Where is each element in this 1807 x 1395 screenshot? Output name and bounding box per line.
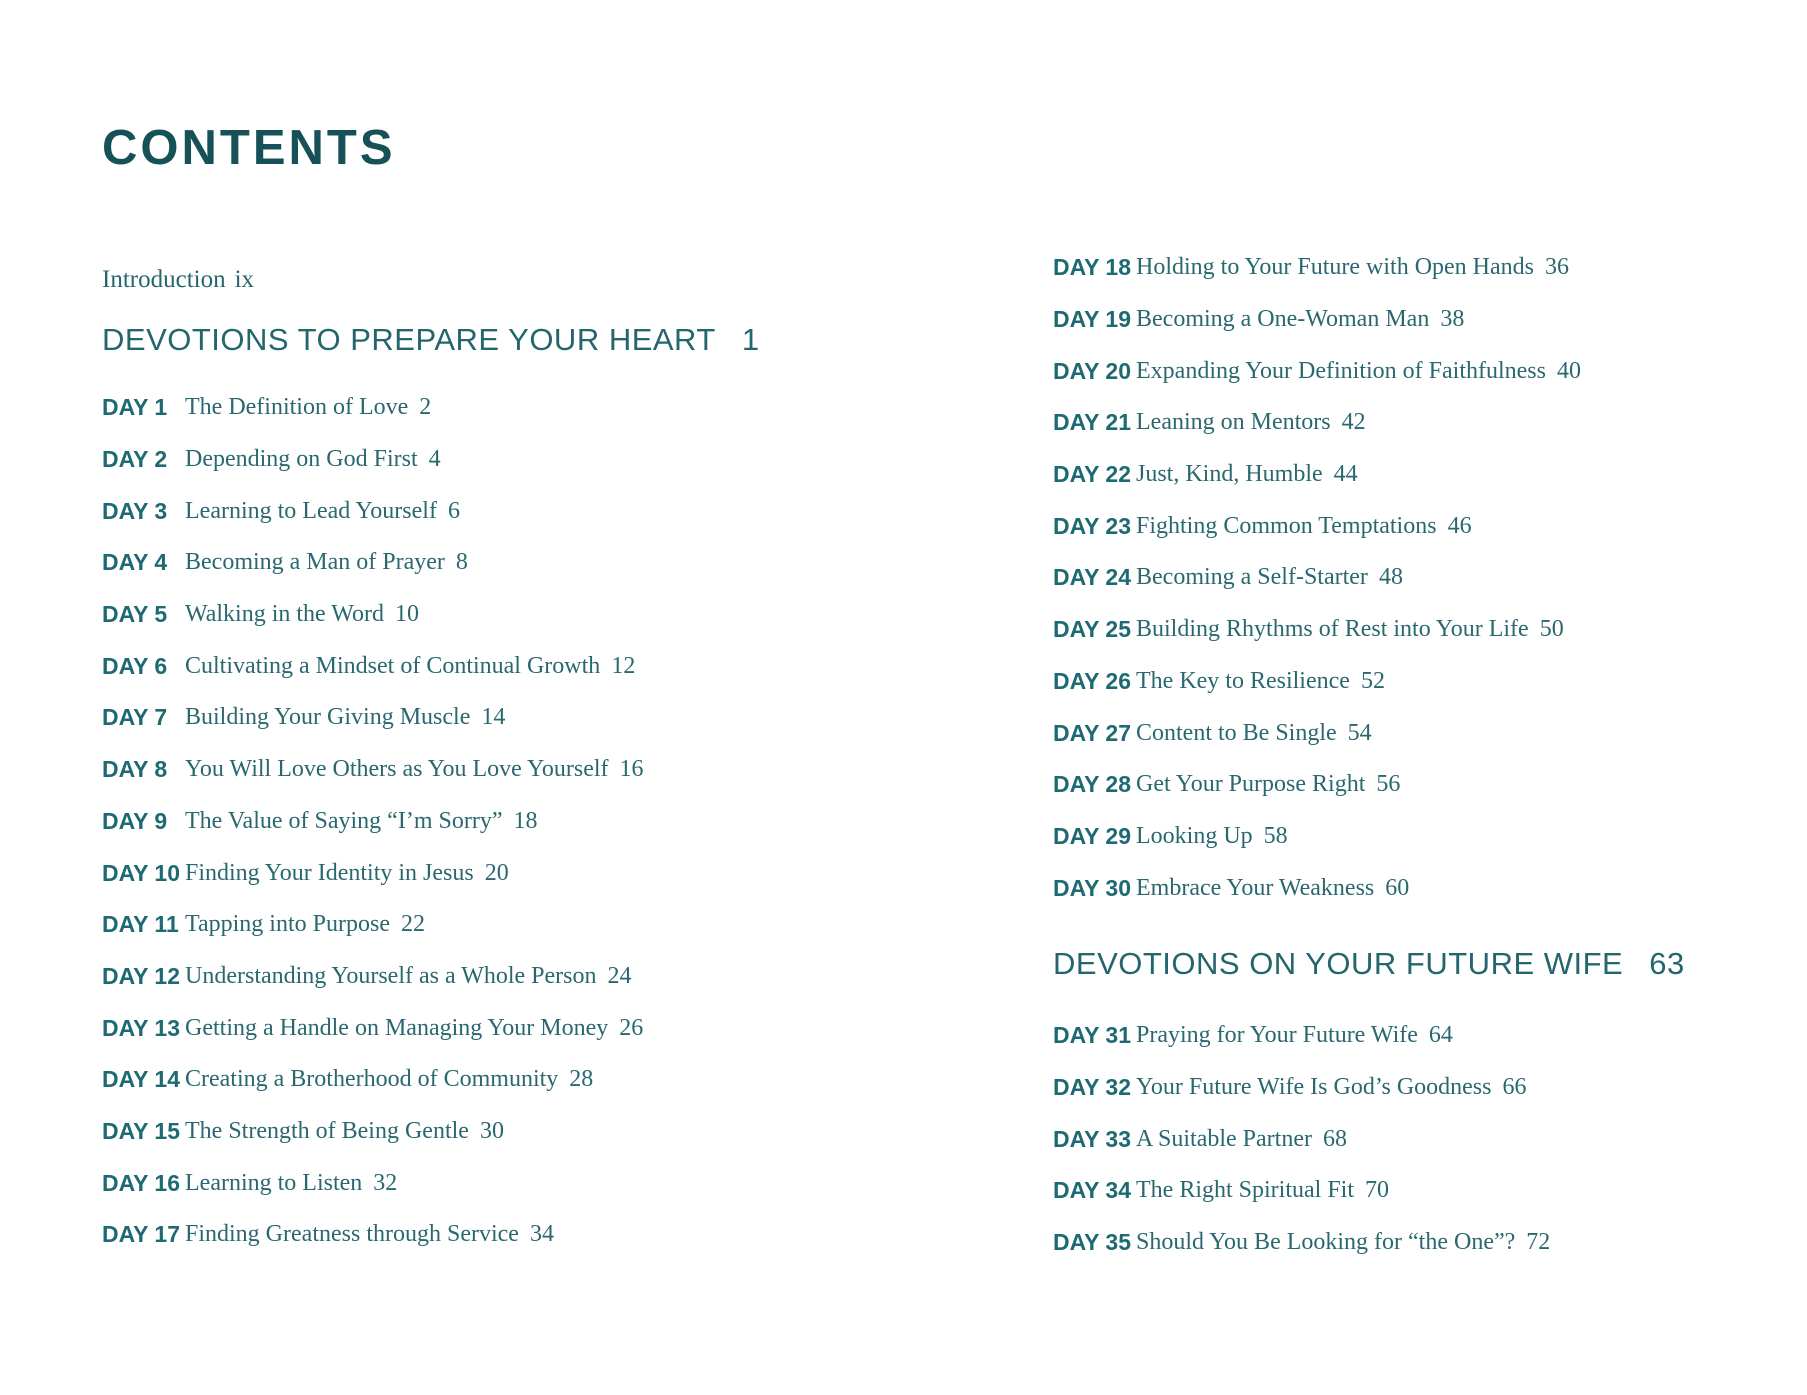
- toc-entry-day: DAY 16: [102, 1169, 181, 1196]
- toc-entry[interactable]: [1053, 759, 1773, 811]
- toc-entry[interactable]: [1053, 294, 1773, 346]
- toc-entry-page: 32: [373, 1169, 398, 1196]
- toc-entry-page: 28: [569, 1066, 594, 1093]
- toc-entry-title: The Right Spiritual Fit: [1136, 1177, 1355, 1204]
- toc-entry[interactable]: [1053, 345, 1773, 397]
- introduction-label: Introduction: [102, 266, 226, 293]
- section-heading-text: DEVOTIONS ON YOUR FUTURE WIFE: [1053, 945, 1624, 981]
- toc-entry[interactable]: [102, 1054, 962, 1106]
- toc-entry-page: 36: [1545, 254, 1570, 281]
- toc-entry-title: Should You Be Looking for “the One”?: [1136, 1229, 1516, 1256]
- toc-entry-title: The Key to Resilience: [1136, 667, 1350, 694]
- toc-entry-day: DAY 18: [1053, 254, 1132, 281]
- toc-entry-title: Just, Kind, Humble: [1136, 461, 1323, 488]
- toc-entry-title: Tapping into Purpose: [185, 911, 390, 938]
- toc-entry[interactable]: [102, 692, 962, 744]
- toc-entry[interactable]: [1053, 397, 1773, 449]
- toc-entry-page: 12: [611, 652, 636, 679]
- toc-entry-day: DAY 29: [1053, 822, 1132, 849]
- toc-entry[interactable]: [102, 382, 962, 434]
- introduction-page: ix: [234, 266, 255, 293]
- toc-entry-page: 54: [1347, 719, 1372, 746]
- toc-entry-day: DAY 24: [1053, 564, 1132, 591]
- toc-entry[interactable]: [1053, 500, 1773, 552]
- toc-entry-day: DAY 8: [102, 756, 168, 783]
- toc-entry[interactable]: [102, 744, 962, 796]
- toc-entry-page: 58: [1263, 822, 1288, 849]
- toc-entry-title: Praying for Your Future Wife: [1136, 1022, 1418, 1049]
- section-heading-page: 1: [741, 322, 760, 357]
- toc-entry-day: DAY 3: [102, 497, 168, 524]
- toc-entry-day: DAY 21: [1053, 409, 1132, 436]
- toc-entry-page: 42: [1341, 409, 1366, 436]
- toc-entry-page: 72: [1526, 1229, 1551, 1256]
- toc-entry-day: DAY 1: [102, 394, 168, 421]
- toc-entry-title: Expanding Your Definition of Faithfulness: [1136, 357, 1546, 384]
- toc-entry-page: 66: [1502, 1073, 1527, 1100]
- toc-entry-title: Creating a Brotherhood of Community: [185, 1066, 559, 1093]
- toc-entry-title: A Suitable Partner: [1136, 1125, 1312, 1152]
- toc-entry-day: DAY 14: [102, 1066, 181, 1093]
- toc-entry-title: Content to Be Single: [1136, 719, 1337, 746]
- toc-entry-page: 30: [479, 1117, 504, 1144]
- toc-entry[interactable]: [102, 1002, 962, 1054]
- section-heading-future-wife: [1053, 944, 1773, 984]
- toc-entry-day: DAY 6: [102, 652, 168, 679]
- toc-entry[interactable]: [1053, 1217, 1773, 1269]
- toc-entry-day: DAY 7: [102, 704, 168, 731]
- toc-entry-page: 48: [1378, 564, 1403, 591]
- contents-right-column: [1053, 242, 1773, 1268]
- toc-entry-title: Holding to Your Future with Open Hands: [1136, 254, 1535, 281]
- toc-entry-page: 68: [1322, 1125, 1347, 1152]
- section-heading-page: 63: [1649, 945, 1685, 981]
- toc-entry[interactable]: [1053, 811, 1773, 863]
- toc-entry-day: DAY 25: [1053, 616, 1132, 643]
- toc-entry[interactable]: [102, 1209, 962, 1261]
- toc-entry[interactable]: [1053, 707, 1773, 759]
- toc-entry[interactable]: [1053, 242, 1773, 294]
- toc-entry-page: 20: [484, 859, 509, 886]
- left-entry-list: [102, 382, 962, 1261]
- toc-entry-day: DAY 22: [1053, 461, 1132, 488]
- toc-entry[interactable]: [102, 537, 962, 589]
- toc-entry-day: DAY 33: [1053, 1125, 1132, 1152]
- introduction-entry[interactable]: [102, 254, 962, 306]
- toc-entry-title: Leaning on Mentors: [1136, 409, 1331, 436]
- toc-entry-page: 56: [1376, 771, 1401, 798]
- toc-entry[interactable]: [102, 589, 962, 641]
- toc-entry-page: 38: [1440, 306, 1465, 333]
- toc-entry-day: DAY 19: [1053, 306, 1132, 333]
- toc-entry-page: 50: [1539, 616, 1564, 643]
- toc-entry-page: 22: [400, 911, 425, 938]
- toc-entry[interactable]: [102, 899, 962, 951]
- toc-entry-title: Cultivating a Mindset of Continual Growth: [185, 652, 601, 679]
- toc-entry[interactable]: [1053, 1113, 1773, 1165]
- toc-entry-title: Fighting Common Temptations: [1136, 512, 1437, 539]
- toc-entry-day: DAY 27: [1053, 719, 1132, 746]
- toc-entry-page: 40: [1556, 357, 1581, 384]
- section-heading-prepare-your-heart: [102, 320, 962, 360]
- toc-entry-page: 8: [455, 549, 468, 576]
- toc-entry-page: 60: [1385, 874, 1410, 901]
- toc-entry-title: The Definition of Love: [185, 394, 409, 421]
- right-entry-list-b: [1053, 1010, 1773, 1268]
- toc-entry-title: Walking in the Word: [185, 601, 384, 628]
- toc-entry[interactable]: [1053, 656, 1773, 708]
- toc-entry-title: Learning to Lead Yourself: [185, 497, 437, 524]
- toc-entry-page: 4: [428, 446, 441, 473]
- toc-entry-day: DAY 12: [102, 962, 181, 989]
- toc-entry[interactable]: [102, 485, 962, 537]
- toc-entry-page: 16: [619, 756, 644, 783]
- toc-entry-page: 24: [607, 962, 632, 989]
- toc-entry-title: Building Rhythms of Rest into Your Life: [1136, 616, 1529, 643]
- toc-entry-page: 46: [1447, 512, 1472, 539]
- toc-entry-page: 44: [1333, 461, 1358, 488]
- toc-entry[interactable]: [1053, 1165, 1773, 1217]
- toc-entry[interactable]: [102, 951, 962, 1003]
- toc-entry-title: Becoming a Man of Prayer: [185, 549, 445, 576]
- toc-entry-day: DAY 4: [102, 549, 168, 576]
- toc-entry-day: DAY 15: [102, 1117, 181, 1144]
- toc-entry-day: DAY 5: [102, 601, 168, 628]
- toc-entry-title: The Value of Saying “I’m Sorry”: [185, 807, 503, 834]
- toc-entry-title: Looking Up: [1136, 822, 1253, 849]
- right-entry-list-a: [1053, 242, 1773, 914]
- toc-entry-title: Embrace Your Weakness: [1136, 874, 1375, 901]
- toc-entry-day: DAY 13: [102, 1014, 181, 1041]
- toc-entry-title: Building Your Giving Muscle: [185, 704, 471, 731]
- toc-entry-page: 52: [1360, 667, 1385, 694]
- toc-entry-title: Depending on God First: [185, 446, 418, 473]
- contents-left-column: [102, 244, 962, 1261]
- toc-entry-day: DAY 32: [1053, 1073, 1132, 1100]
- toc-entry-page: 18: [513, 807, 538, 834]
- toc-entry-page: 10: [395, 601, 419, 628]
- toc-entry-day: DAY 10: [102, 859, 181, 886]
- toc-entry-title: Becoming a One-Woman Man: [1136, 306, 1430, 333]
- toc-entry-day: DAY 23: [1053, 512, 1132, 539]
- toc-entry-day: DAY 34: [1053, 1177, 1132, 1204]
- toc-entry-page: 64: [1428, 1022, 1453, 1049]
- section-heading-text: DEVOTIONS TO PREPARE YOUR HEART: [102, 322, 716, 357]
- toc-entry-day: DAY 30: [1053, 874, 1132, 901]
- toc-entry[interactable]: [102, 796, 962, 848]
- toc-entry[interactable]: [1053, 1062, 1773, 1114]
- toc-entry-title: Becoming a Self-Starter: [1136, 564, 1368, 591]
- toc-entry[interactable]: [1053, 604, 1773, 656]
- toc-entry-day: DAY 31: [1053, 1022, 1132, 1049]
- toc-entry-title: You Will Love Others as You Love Yourself: [185, 756, 609, 783]
- toc-entry-page: 6: [447, 497, 460, 524]
- toc-entry[interactable]: [1053, 1010, 1773, 1062]
- toc-entry[interactable]: [102, 847, 962, 899]
- toc-entry-page: 34: [529, 1221, 554, 1248]
- toc-entry[interactable]: [1053, 449, 1773, 501]
- toc-entry-day: DAY 9: [102, 807, 168, 834]
- toc-entry[interactable]: [102, 640, 962, 692]
- toc-entry-page: 14: [481, 704, 506, 731]
- toc-entry-title: Learning to Listen: [185, 1169, 363, 1196]
- toc-entry[interactable]: [102, 434, 962, 486]
- toc-entry[interactable]: [1053, 552, 1773, 604]
- toc-entry-page: 26: [619, 1014, 644, 1041]
- toc-entry-title: Your Future Wife Is God’s Goodness: [1136, 1073, 1492, 1100]
- toc-entry-title: Understanding Yourself as a Whole Person: [185, 962, 597, 989]
- toc-entry-day: DAY 28: [1053, 771, 1132, 798]
- toc-entry[interactable]: [102, 1106, 962, 1158]
- page-title: CONTENTS: [102, 121, 396, 175]
- toc-entry[interactable]: [1053, 862, 1773, 914]
- toc-entry-title: Finding Greatness through Service: [185, 1221, 519, 1248]
- toc-entry-title: The Strength of Being Gentle: [185, 1117, 469, 1144]
- toc-entry-title: Get Your Purpose Right: [1136, 771, 1366, 798]
- toc-entry-day: DAY 2: [102, 446, 168, 473]
- toc-entry-day: DAY 26: [1053, 667, 1132, 694]
- toc-entry[interactable]: [102, 1157, 962, 1209]
- toc-entry-day: DAY 11: [102, 911, 179, 938]
- toc-entry-title: Getting a Handle on Managing Your Money: [185, 1014, 609, 1041]
- toc-entry-day: DAY 17: [102, 1221, 181, 1248]
- toc-entry-page: 2: [419, 394, 432, 421]
- toc-entry-page: 70: [1365, 1177, 1390, 1204]
- toc-entry-day: DAY 35: [1053, 1229, 1132, 1256]
- toc-entry-day: DAY 20: [1053, 357, 1132, 384]
- toc-entry-title: Finding Your Identity in Jesus: [185, 859, 474, 886]
